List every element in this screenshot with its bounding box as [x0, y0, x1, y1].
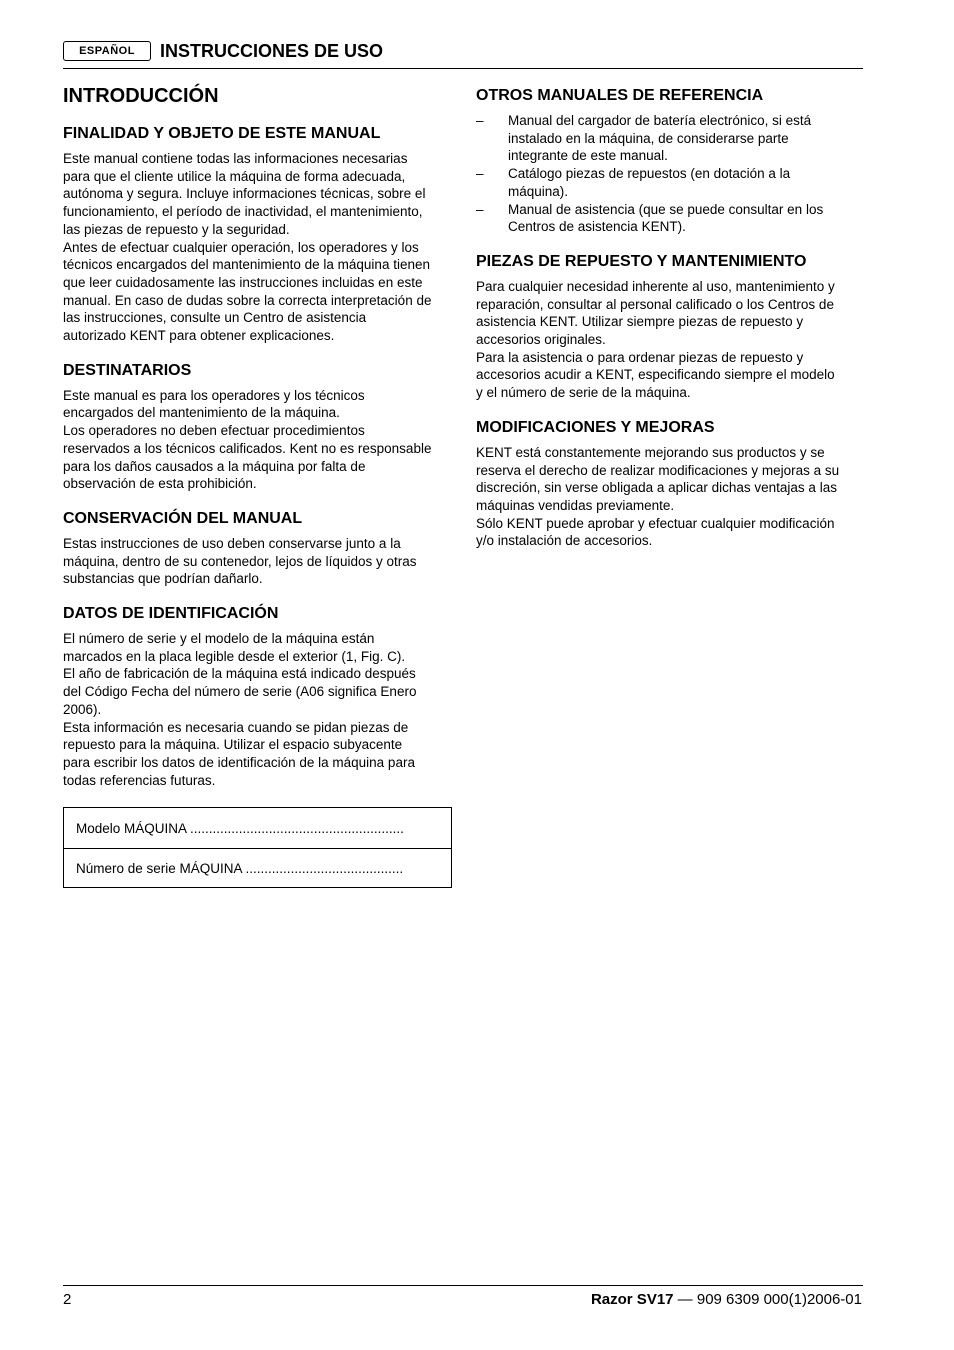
text-line: para escribir los datos de identificación de la máquina para: [63, 754, 415, 770]
text-line: Antes de efectuar cualquier operación, los operadores y los: [63, 239, 419, 255]
text-line: todas referencias futuras.: [63, 772, 216, 788]
text-line: del Código Fecha del número de serie (A06 significa Enero: [63, 684, 417, 700]
dash-bullet: –: [476, 113, 484, 128]
text-line: discreción, sin verse obligada a aplicar dichas ventajas a las: [476, 480, 837, 496]
text-line: y/o instalación de accesorios.: [476, 533, 653, 549]
text-line: asistencia KENT. Utilizar siempre piezas de repuesto y: [476, 314, 804, 330]
text-line: encargados del mantenimiento de la máquina.: [63, 405, 340, 421]
section-heading: PIEZAS DE REPUESTO Y MANTENIMIENTO: [476, 252, 807, 270]
text-line: Manual de asistencia (que se puede consultar en los: [508, 201, 824, 217]
right-column: [476, 86, 862, 566]
text-line: Los operadores no deben efectuar procedimientos: [63, 423, 365, 439]
product-name: Razor SV17: [590, 1291, 674, 1308]
header-title: INSTRUCCIONES DE USO: [160, 41, 384, 61]
section-heading: DESTINATARIOS: [63, 361, 192, 379]
text-line: manual. En caso de dudas sobre la correcta interpretación de: [63, 292, 432, 308]
section-heading: CONSERVACIÓN DEL MANUAL: [63, 509, 303, 527]
text-line: y el número de serie de la máquina.: [476, 385, 691, 401]
text-line: El número de serie y el modelo de la máquina están: [63, 631, 375, 647]
text-line: para que el cliente utilice la máquina de forma adecuada,: [63, 168, 406, 184]
identification-box: [63, 807, 452, 888]
text-line: instalado en la máquina, de considerarse parte: [508, 130, 789, 146]
text-line: autorizado KENT para obtener explicaciones.: [63, 328, 335, 344]
text-line: que leer cuidadosamente las instrucciones incluidas en este: [63, 274, 423, 290]
section-datos-identificacion: [63, 604, 449, 789]
section-heading: FINALIDAD Y OBJETO DE ESTE MANUAL: [63, 125, 381, 142]
text-line: máquina).: [508, 183, 569, 199]
text-line: Este manual contiene todas las informaciones necesarias: [63, 151, 408, 166]
text-line: Este manual es para los operadores y los técnicos: [63, 387, 365, 403]
left-column: [63, 84, 449, 805]
section-body: [63, 630, 449, 789]
serial-number-field: Número de serie MÁQUINA ..........................................: [64, 848, 451, 888]
footer-doc-info: [591, 1291, 862, 1309]
model-field: Modelo MÁQUINA .........................................................: [76, 820, 404, 836]
text-line: substancias que podrían dañarlo.: [63, 571, 263, 587]
text-line: técnicos encargados del mantenimiento de la máquina tienen: [63, 257, 430, 273]
section-finalidad: [63, 124, 449, 345]
page-header: [63, 40, 863, 68]
list-item: [476, 165, 862, 200]
section-destinatarios: [63, 361, 449, 493]
footer-divider: [63, 1285, 863, 1286]
section-conservacion: [63, 509, 449, 588]
text-line: Manual del cargador de batería electrónico, si está: [508, 113, 812, 128]
text-line: accesorios acudir a KENT, especificando siempre el modelo: [476, 367, 835, 383]
text-line: reservados a los técnicos calificados. Kent no es responsable: [63, 440, 432, 456]
section-body: [63, 387, 449, 493]
list-item: [476, 201, 862, 236]
reference-manuals-list: [476, 112, 862, 236]
section-modificaciones: [476, 418, 862, 550]
text-line: Sólo KENT puede aprobar y efectuar cualquier modificación: [476, 515, 835, 531]
text-line: repuesto para la máquina. Utilizar el espacio subyacente: [63, 737, 403, 753]
header-divider: [63, 68, 863, 69]
section-body: [63, 535, 449, 588]
section-piezas-repuesto: [476, 252, 862, 402]
section-otros-manuales: [476, 86, 862, 236]
dash-bullet: –: [476, 166, 484, 182]
text-line: reparación, consultar al personal calificado o los Centros de: [476, 296, 834, 312]
text-line: las instrucciones, consulte un Centro de asistencia: [63, 310, 367, 326]
text-line: máquinas vendidas previamente.: [476, 497, 675, 513]
text-line: reserva el derecho de realizar modificaciones y mejoras a su: [476, 462, 840, 478]
text-line: para los daños causados a la máquina por falta de: [63, 458, 366, 474]
text-line: Centros de asistencia KENT).: [508, 219, 686, 235]
text-line: Para la asistencia o para ordenar piezas de repuesto y: [476, 349, 804, 365]
text-line: autónoma y segura. Incluye informaciones técnicas, sobre el: [63, 186, 426, 202]
text-line: Esta información es necesaria cuando se pidan piezas de: [63, 719, 409, 735]
language-badge: ESPAÑOL: [63, 41, 151, 61]
page-number: 2: [63, 1291, 72, 1308]
section-body: [476, 278, 862, 402]
text-line: máquina, dentro de su contenedor, lejos de líquidos y otras: [63, 553, 417, 569]
document-reference: — 909 6309 000(1)2006-01: [673, 1291, 862, 1308]
text-line: observación de esta prohibición.: [63, 476, 257, 492]
text-line: las piezas de repuesto y la seguridad.: [63, 221, 290, 237]
text-line: integrante de este manual.: [508, 148, 668, 164]
section-heading: MODIFICACIONES Y MEJORAS: [476, 418, 715, 436]
text-line: accesorios originales.: [476, 332, 606, 348]
section-heading: OTROS MANUALES DE REFERENCIA: [476, 87, 764, 104]
page-title: INTRODUCCIÓN: [63, 85, 219, 107]
text-line: Estas instrucciones de uso deben conservarse junto a la: [63, 535, 401, 551]
text-line: funcionamiento, el período de inactividad, el mantenimiento,: [63, 204, 423, 220]
text-line: El año de fabricación de la máquina está indicado después: [63, 666, 416, 682]
text-line: Catálogo piezas de repuestos (en dotación a la: [508, 166, 791, 182]
section-body: [63, 150, 449, 345]
text-line: KENT está constantemente mejorando sus productos y se: [476, 444, 825, 460]
text-line: marcados en la placa legible desde el exterior (1, Fig. C).: [63, 648, 406, 664]
text-line: Para cualquier necesidad inherente al uso, mantenimiento y: [476, 278, 835, 294]
list-item: [476, 112, 862, 165]
section-body: [476, 444, 862, 550]
section-heading: DATOS DE IDENTIFICACIÓN: [63, 605, 279, 623]
dash-bullet: –: [476, 201, 484, 217]
text-line: 2006).: [63, 701, 102, 717]
